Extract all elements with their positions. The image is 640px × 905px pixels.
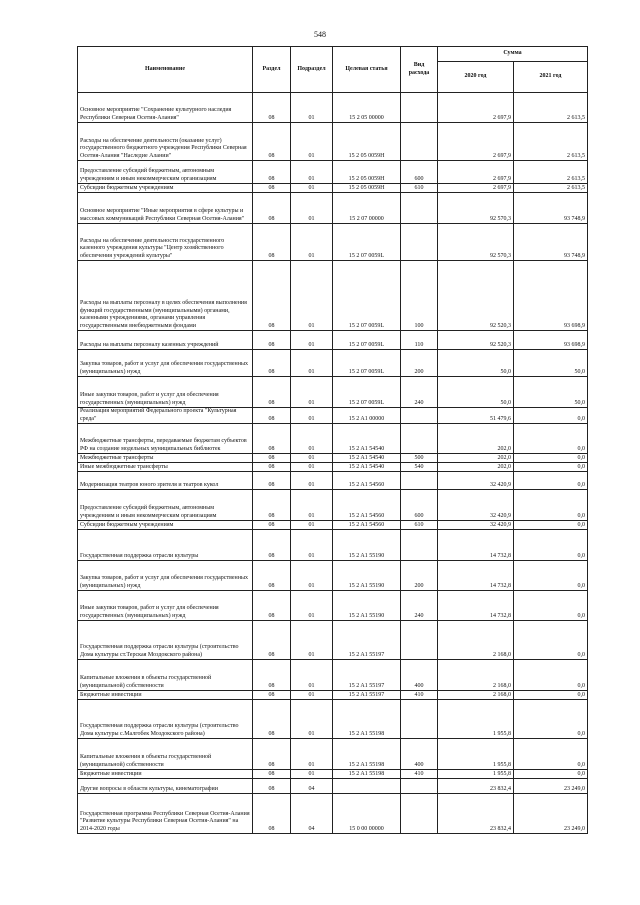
row-section: 08 — [253, 660, 291, 691]
header-2020: 2020 год — [438, 62, 514, 93]
row-sum-2021: 0,0 — [514, 691, 588, 700]
row-subsection: 01 — [291, 739, 333, 770]
row-target: 15 2 07 0059L — [333, 224, 401, 261]
table-row — [78, 521, 588, 530]
row-target: 15 2 05 0059Н — [333, 161, 401, 184]
table-row — [78, 224, 588, 261]
row-sum-2020: 1 955,8 — [438, 739, 514, 770]
row-expense-type: 400 — [401, 739, 438, 770]
row-subsection: 01 — [291, 621, 333, 660]
row-section: 08 — [253, 463, 291, 472]
table-row — [78, 377, 588, 408]
row-name: Предоставление субсидий бюджетным, автономным учреждениям и иным некоммерческим организациям — [78, 161, 253, 184]
row-sum-2020: 1 955,8 — [438, 700, 514, 739]
row-subsection: 01 — [291, 350, 333, 377]
table-row — [78, 123, 588, 161]
row-target: 15 2 A1 55197 — [333, 691, 401, 700]
row-name: Другие вопросы в области культуры, кинематографии — [78, 779, 253, 794]
row-section: 08 — [253, 261, 291, 331]
row-expense-type: 610 — [401, 184, 438, 193]
row-name: Закупка товаров, работ и услуг для обеспечения государственных (муниципальных) нужд — [78, 561, 253, 591]
row-sum-2020: 202,0 — [438, 424, 514, 454]
row-expense-type — [401, 424, 438, 454]
row-expense-type: 240 — [401, 591, 438, 621]
row-sum-2020: 32 420,9 — [438, 490, 514, 521]
row-expense-type — [401, 779, 438, 794]
row-name: Государственная поддержка отрасли культуры (строительство Дома культуры с.Малгобек Моздокского района) — [78, 700, 253, 739]
table-row — [78, 660, 588, 691]
row-section: 08 — [253, 193, 291, 224]
row-expense-type: 600 — [401, 161, 438, 184]
row-section: 08 — [253, 700, 291, 739]
table-row — [78, 691, 588, 700]
row-name: Государственная поддержка отрасли культуры — [78, 530, 253, 561]
row-expense-type: 540 — [401, 463, 438, 472]
table-row — [78, 530, 588, 561]
row-subsection: 04 — [291, 779, 333, 794]
row-expense-type — [401, 472, 438, 490]
header-name: Наименование — [78, 47, 253, 93]
row-expense-type: 410 — [401, 770, 438, 779]
row-target: 15 2 07 00000 — [333, 193, 401, 224]
row-sum-2021: 0,0 — [514, 530, 588, 561]
budget-table — [77, 46, 588, 834]
table-row — [78, 794, 588, 834]
row-name: Капитальные вложения в объекты государственной (муниципальной) собственности — [78, 660, 253, 691]
row-target: 15 2 07 0059L — [333, 377, 401, 408]
row-subsection: 01 — [291, 561, 333, 591]
row-section: 08 — [253, 377, 291, 408]
row-subsection: 01 — [291, 93, 333, 123]
row-target: 15 2 A1 00000 — [333, 408, 401, 424]
row-sum-2021: 0,0 — [514, 660, 588, 691]
row-subsection: 01 — [291, 408, 333, 424]
row-section: 08 — [253, 770, 291, 779]
row-section: 08 — [253, 424, 291, 454]
row-name: Расходы на обеспечение деятельности (оказание услуг) государственного бюджетного учреждения Республики Северная Осетия-Алания "Наследие Алании" — [78, 123, 253, 161]
table-row — [78, 591, 588, 621]
row-name: Иные закупки товаров, работ и услуг для обеспечения государственных (муниципальных) нужд — [78, 377, 253, 408]
row-target: 15 2 A1 55197 — [333, 621, 401, 660]
row-expense-type: 200 — [401, 350, 438, 377]
row-subsection: 01 — [291, 331, 333, 350]
row-sum-2020: 2 697,9 — [438, 184, 514, 193]
row-sum-2020: 14 732,8 — [438, 530, 514, 561]
row-subsection: 01 — [291, 530, 333, 561]
row-sum-2020: 14 732,8 — [438, 561, 514, 591]
table-row — [78, 161, 588, 184]
header-subsection: Подраздел — [291, 47, 333, 93]
row-name: Модернизация театров юного зрителя и театров кукол — [78, 472, 253, 490]
table-row — [78, 454, 588, 463]
row-sum-2021: 0,0 — [514, 521, 588, 530]
row-name: Бюджетные инвестиции — [78, 691, 253, 700]
row-sum-2021: 0,0 — [514, 424, 588, 454]
row-name: Капитальные вложения в объекты государственной (муниципальной) собственности — [78, 739, 253, 770]
row-name: Расходы на выплаты персоналу казенных учреждений — [78, 331, 253, 350]
row-expense-type — [401, 224, 438, 261]
row-name: Предоставление субсидий бюджетным, автономным учреждениям и иным некоммерческим организациям — [78, 490, 253, 521]
page-number: 548 — [314, 30, 326, 39]
row-name: Субсидии бюджетным учреждениям — [78, 184, 253, 193]
row-expense-type: 200 — [401, 561, 438, 591]
row-sum-2021: 2 613,5 — [514, 161, 588, 184]
row-sum-2021: 2 613,5 — [514, 184, 588, 193]
row-subsection: 01 — [291, 161, 333, 184]
table-row — [78, 331, 588, 350]
row-name: Субсидии бюджетным учреждениям — [78, 521, 253, 530]
row-sum-2021: 0,0 — [514, 739, 588, 770]
row-target: 15 2 05 0059Н — [333, 184, 401, 193]
row-expense-type — [401, 621, 438, 660]
row-expense-type — [401, 408, 438, 424]
header-sum: Сумма — [438, 47, 588, 62]
row-sum-2020: 2 697,9 — [438, 93, 514, 123]
row-target: 15 2 A1 54560 — [333, 490, 401, 521]
row-target: 15 2 A1 55190 — [333, 561, 401, 591]
row-subsection: 01 — [291, 490, 333, 521]
header-expense-type: Вид расхода — [401, 47, 438, 93]
row-target: 15 2 A1 54560 — [333, 472, 401, 490]
row-section: 08 — [253, 331, 291, 350]
row-sum-2020: 51 479,6 — [438, 408, 514, 424]
row-sum-2021: 50,0 — [514, 377, 588, 408]
row-target: 15 2 A1 54540 — [333, 424, 401, 454]
table-row — [78, 424, 588, 454]
row-target: 15 2 A1 55198 — [333, 739, 401, 770]
row-sum-2020: 50,0 — [438, 350, 514, 377]
table-row — [78, 408, 588, 424]
header-target: Целевая статья — [333, 47, 401, 93]
row-subsection: 01 — [291, 454, 333, 463]
row-subsection: 01 — [291, 184, 333, 193]
row-expense-type: 240 — [401, 377, 438, 408]
row-expense-type — [401, 794, 438, 834]
row-sum-2020: 2 168,0 — [438, 660, 514, 691]
row-target: 15 2 A1 55190 — [333, 530, 401, 561]
row-sum-2021: 2 613,5 — [514, 93, 588, 123]
row-subsection: 01 — [291, 521, 333, 530]
row-subsection: 01 — [291, 691, 333, 700]
row-target: 15 2 A1 54540 — [333, 463, 401, 472]
row-sum-2021: 93 698,9 — [514, 331, 588, 350]
table-row — [78, 779, 588, 794]
table-row — [78, 184, 588, 193]
row-sum-2021: 0,0 — [514, 454, 588, 463]
row-sum-2020: 2 168,0 — [438, 691, 514, 700]
row-sum-2020: 92 570,3 — [438, 193, 514, 224]
row-target: 15 2 A1 55197 — [333, 660, 401, 691]
table-row — [78, 621, 588, 660]
table-row — [78, 472, 588, 490]
row-section: 08 — [253, 561, 291, 591]
table-row — [78, 770, 588, 779]
row-target: 15 2 05 00000 — [333, 93, 401, 123]
row-section: 08 — [253, 521, 291, 530]
row-sum-2021: 0,0 — [514, 408, 588, 424]
header-2021: 2021 год — [514, 62, 588, 93]
row-subsection: 01 — [291, 193, 333, 224]
table-body — [78, 93, 588, 834]
row-sum-2021: 0,0 — [514, 490, 588, 521]
row-section: 08 — [253, 739, 291, 770]
table-row — [78, 93, 588, 123]
row-name: Иные межбюджетные трансферты — [78, 463, 253, 472]
row-sum-2021: 0,0 — [514, 472, 588, 490]
row-section: 08 — [253, 472, 291, 490]
row-sum-2020: 32 420,9 — [438, 472, 514, 490]
row-section: 08 — [253, 93, 291, 123]
row-section: 08 — [253, 794, 291, 834]
row-sum-2021: 93 698,9 — [514, 261, 588, 331]
row-section: 08 — [253, 530, 291, 561]
table-row — [78, 700, 588, 739]
row-section: 08 — [253, 224, 291, 261]
row-target: 15 2 05 0059Н — [333, 123, 401, 161]
row-sum-2020: 23 832,4 — [438, 794, 514, 834]
row-section: 08 — [253, 591, 291, 621]
row-name: Закупка товаров, работ и услуг для обеспечения государственных (муниципальных) нужд — [78, 350, 253, 377]
row-subsection: 01 — [291, 472, 333, 490]
row-target: 15 2 A1 55190 — [333, 591, 401, 621]
row-sum-2020: 2 697,9 — [438, 161, 514, 184]
table-row — [78, 561, 588, 591]
header-section: Раздел — [253, 47, 291, 93]
row-name: Основное мероприятие "Иные мероприятия в сфере культуры и массовых коммуникаций Республики Северная Осетия-Алания" — [78, 193, 253, 224]
row-subsection: 01 — [291, 424, 333, 454]
row-section: 08 — [253, 350, 291, 377]
row-expense-type: 400 — [401, 660, 438, 691]
row-expense-type: 500 — [401, 454, 438, 463]
row-name: Государственная программа Республики Северная Осетия-Алания "Развитие культуры Республики Северная Осетия-Алания" на 2014-2020 годы — [78, 794, 253, 834]
row-sum-2020: 202,0 — [438, 463, 514, 472]
row-section: 08 — [253, 490, 291, 521]
row-expense-type: 100 — [401, 261, 438, 331]
row-target: 15 2 A1 54560 — [333, 521, 401, 530]
row-expense-type: 600 — [401, 490, 438, 521]
row-expense-type — [401, 123, 438, 161]
row-sum-2020: 32 420,9 — [438, 521, 514, 530]
row-subsection: 01 — [291, 660, 333, 691]
row-sum-2020: 92 520,3 — [438, 261, 514, 331]
table-row — [78, 193, 588, 224]
row-expense-type — [401, 193, 438, 224]
row-sum-2021: 0,0 — [514, 591, 588, 621]
row-section: 08 — [253, 454, 291, 463]
row-subsection: 01 — [291, 261, 333, 331]
row-target: 15 2 07 0059L — [333, 331, 401, 350]
row-expense-type: 410 — [401, 691, 438, 700]
row-section: 08 — [253, 621, 291, 660]
row-sum-2021: 0,0 — [514, 700, 588, 739]
row-section: 08 — [253, 184, 291, 193]
row-name: Государственная поддержка отрасли культуры (строительство Дома культуры ст.Терская Моздокского района) — [78, 621, 253, 660]
row-expense-type: 110 — [401, 331, 438, 350]
row-sum-2021: 0,0 — [514, 463, 588, 472]
row-sum-2021: 23 249,0 — [514, 794, 588, 834]
row-target: 15 2 A1 55198 — [333, 700, 401, 739]
row-section: 08 — [253, 161, 291, 184]
row-subsection: 01 — [291, 377, 333, 408]
row-target: 15 2 07 0059L — [333, 261, 401, 331]
row-name: Основное мероприятие "Сохранение культурного наследия Республики Северная Осетия-Алания" — [78, 93, 253, 123]
row-subsection: 04 — [291, 794, 333, 834]
row-sum-2021: 2 613,5 — [514, 123, 588, 161]
row-sum-2021: 0,0 — [514, 561, 588, 591]
row-sum-2021: 50,0 — [514, 350, 588, 377]
row-sum-2020: 92 570,3 — [438, 224, 514, 261]
row-section: 08 — [253, 691, 291, 700]
row-name: Межбюджетные трансферты — [78, 454, 253, 463]
row-name: Расходы на выплаты персоналу в целях обеспечения выполнения функций государственными (муниципальными) органами, казенными учреждениями, органами управления государственными внебюджетными фондами — [78, 261, 253, 331]
row-sum-2021: 0,0 — [514, 770, 588, 779]
row-target: 15 2 07 0059L — [333, 350, 401, 377]
row-sum-2021: 0,0 — [514, 621, 588, 660]
row-expense-type: 610 — [401, 521, 438, 530]
row-sum-2021: 93 748,9 — [514, 193, 588, 224]
row-target: 15 2 A1 54540 — [333, 454, 401, 463]
row-section: 08 — [253, 123, 291, 161]
row-name: Бюджетные инвестиции — [78, 770, 253, 779]
row-subsection: 01 — [291, 700, 333, 739]
row-sum-2021: 23 249,0 — [514, 779, 588, 794]
row-sum-2020: 202,0 — [438, 454, 514, 463]
table-row — [78, 739, 588, 770]
table-row — [78, 463, 588, 472]
row-expense-type — [401, 93, 438, 123]
row-sum-2020: 50,0 — [438, 377, 514, 408]
row-section: 08 — [253, 408, 291, 424]
row-name: Расходы на обеспечение деятельности государственного казенного учреждения культуры "Центр хозяйственного обеспечения учреждений культуры" — [78, 224, 253, 261]
row-name: Межбюджетные трансферты, передаваемые бюджетам субъектов РФ на создание модельных муниципальных библиотек — [78, 424, 253, 454]
row-subsection: 01 — [291, 463, 333, 472]
table-header-row — [78, 47, 588, 62]
row-sum-2020: 1 955,8 — [438, 770, 514, 779]
row-expense-type — [401, 530, 438, 561]
row-name: Иные закупки товаров, работ и услуг для обеспечения государственных (муниципальных) нужд — [78, 591, 253, 621]
row-sum-2021: 93 748,9 — [514, 224, 588, 261]
row-subsection: 01 — [291, 770, 333, 779]
row-expense-type — [401, 700, 438, 739]
row-sum-2020: 23 832,4 — [438, 779, 514, 794]
table-row — [78, 261, 588, 331]
row-name: Реализация мероприятий Федерального проекта "Культурная среда" — [78, 408, 253, 424]
row-sum-2020: 2 697,9 — [438, 123, 514, 161]
row-target — [333, 779, 401, 794]
table-row — [78, 490, 588, 521]
row-subsection: 01 — [291, 123, 333, 161]
row-target: 15 2 A1 55198 — [333, 770, 401, 779]
row-sum-2020: 14 732,8 — [438, 591, 514, 621]
row-subsection: 01 — [291, 224, 333, 261]
row-subsection: 01 — [291, 591, 333, 621]
row-sum-2020: 2 168,0 — [438, 621, 514, 660]
row-target: 15 0 00 00000 — [333, 794, 401, 834]
row-sum-2020: 92 520,3 — [438, 331, 514, 350]
row-section: 08 — [253, 779, 291, 794]
table-row — [78, 350, 588, 377]
